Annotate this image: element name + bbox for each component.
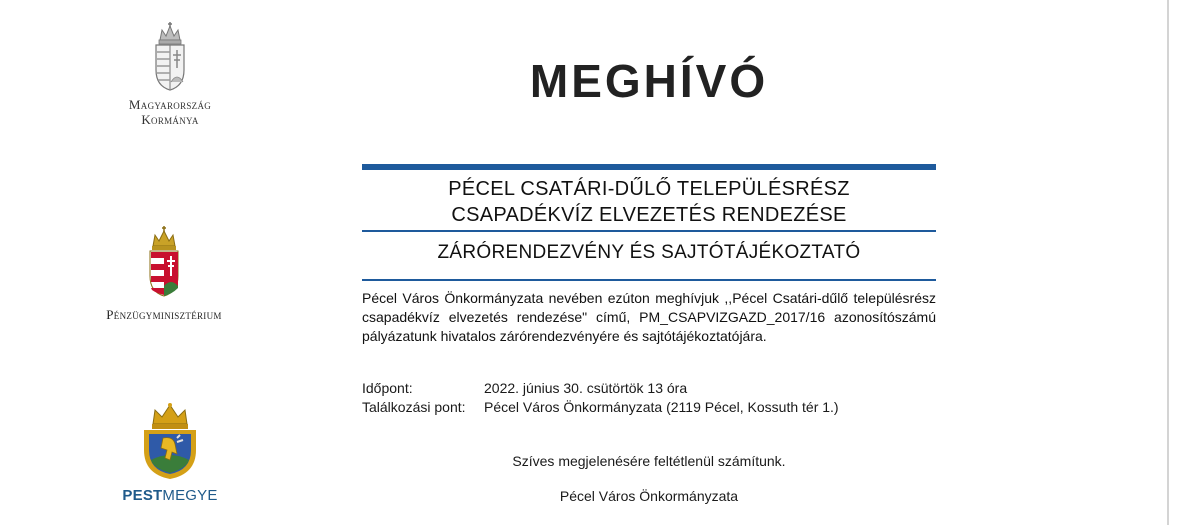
page-right-border [1167,0,1169,525]
divider-rule [362,230,936,232]
top-accent-rule [362,164,936,170]
signature: Pécel Város Önkormányzata [559,488,739,504]
pest-county-logo-text [100,487,240,504]
government-logo-text [100,97,240,127]
closing-line: Szíves megjelenésére feltétlenül számítunk. [512,453,786,469]
government-logo-line2: Kormánya [141,112,199,127]
time-label: Időpont: [362,380,413,396]
ministry-logo-text: Pénzügyminisztérium [106,307,222,322]
time-value: 2022. június 30. csütörtök 13 óra [484,380,688,396]
pest-county-logo-part2: MEGYE [162,487,218,504]
pest-county-logo-part1: PEST [122,487,163,504]
project-title [362,176,936,228]
time-row [362,379,936,398]
ministry-logo [78,226,250,323]
coat-of-arms-grey-icon [150,22,190,92]
invitation-paragraph: Pécel Város Önkormányzata nevében ezúton meghívjuk ,,Pécel Csatári-dűlő településrész csapadékvíz elvezetés rendezése" című, PM_CSAPVIZGAZD_2017/16 azonosítószámú pályázatunk hivatalos zárórendezvényére és sajtótájékoztatójára. [362,290,936,344]
event-subtitle: ZÁRÓRENDEZVÉNY ÉS SAJTÓTÁJÉKOZTATÓ [437,242,861,263]
place-value: Pécel Város Önkormányzata (2119 Pécel, Kossuth tér 1.) [484,399,839,415]
project-title-line2: CSAPADÉKVÍZ ELVEZETÉS RENDEZÉSE [451,204,847,226]
event-details [362,379,936,417]
place-row [362,398,936,417]
document-title: MEGHÍVÓ [529,55,769,107]
pest-county-crest-icon [139,402,201,480]
pest-county-logo [100,402,240,504]
project-title-line1: PÉCEL CSATÁRI-DŰLŐ TELEPÜLÉSRÉSZ [448,178,850,200]
divider-rule [362,279,936,281]
government-logo [100,22,240,127]
government-logo-line1: Magyarország [128,97,212,112]
place-label: Találkozási pont: [362,399,466,415]
coat-of-arms-color-icon [144,226,184,298]
